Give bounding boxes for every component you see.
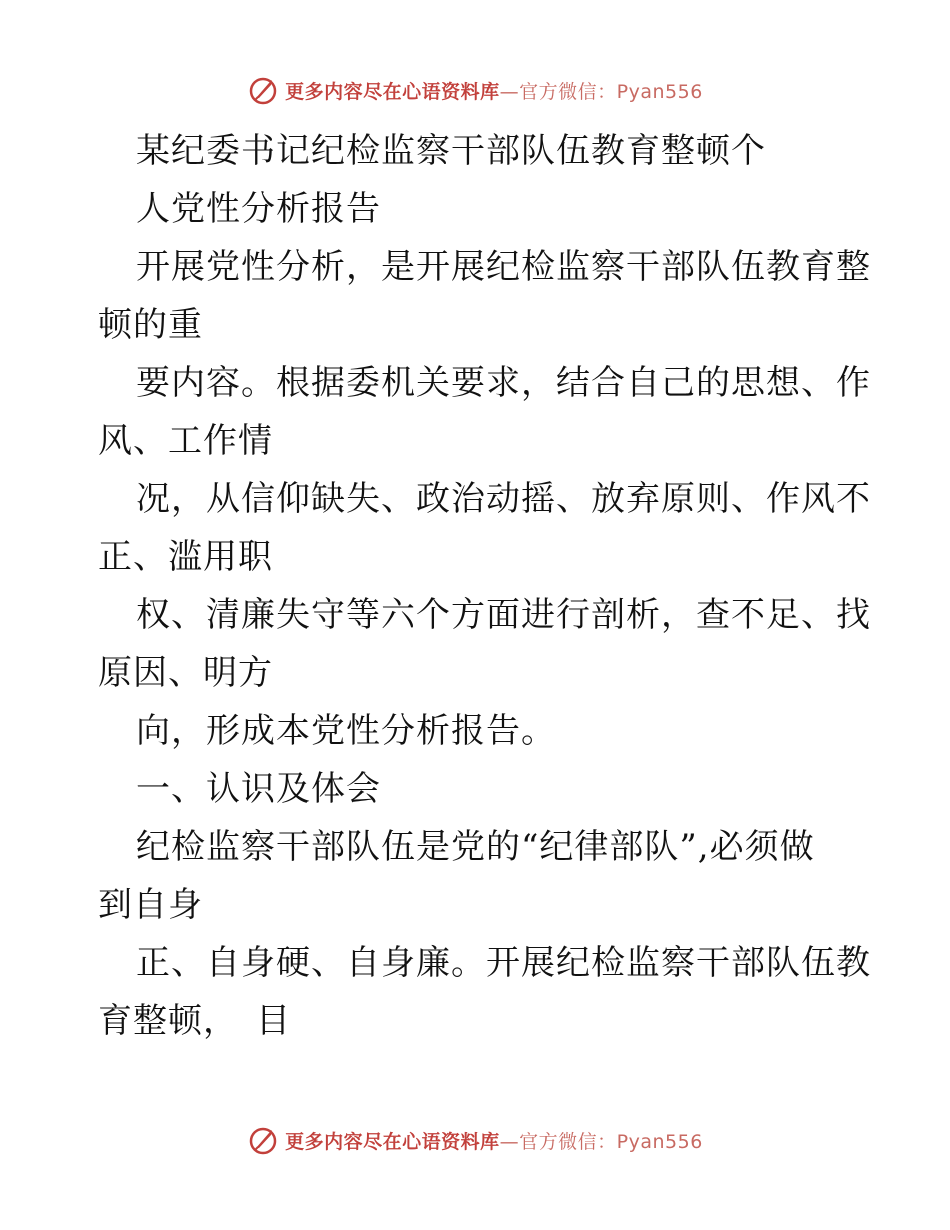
watermark-contact-text: 官方微信：Pyan556 — [519, 1130, 703, 1153]
watermark-separator: — — [499, 1130, 520, 1153]
paragraph-line: 育整顿， 目 — [98, 1001, 291, 1041]
paragraph-line: 要内容。根据委机关要求，结合自己的思想、作 — [136, 363, 871, 403]
section-heading: 一、认识及体会 — [136, 769, 381, 809]
watermark-separator: — — [499, 80, 520, 103]
paragraph-line: 况，从信仰缺失、政治动摇、放弃原则、作风不 — [136, 479, 871, 519]
title-line-2: 人党性分析报告 — [136, 189, 381, 229]
watermark-site-text: 更多内容尽在心语资料库 — [285, 80, 500, 103]
paragraph-line: 正、自身硬、自身廉。开展纪检监察干部队伍教 — [136, 943, 871, 983]
paragraph-line: 向，形成本党性分析报告。 — [136, 711, 556, 751]
paragraph-line: 权、清廉失守等六个方面进行剖析，查不足、找 — [136, 595, 871, 635]
watermark-banner-bottom — [0, 1120, 950, 1160]
paragraph-line: 开展党性分析，是开展纪检监察干部队伍教育整 — [136, 247, 871, 287]
quill-logo-icon — [247, 1124, 279, 1156]
watermark-text — [285, 77, 703, 104]
paragraph-line: 顿的重 — [98, 305, 203, 345]
paragraph-line: 纪检监察干部队伍是党的“纪律部队”,必须做 — [136, 827, 815, 867]
watermark-banner-top — [0, 70, 950, 110]
paragraph-line: 原因、明方 — [98, 653, 273, 693]
watermark-contact-text: 官方微信：Pyan556 — [519, 80, 703, 103]
paragraph-line: 到自身 — [98, 885, 203, 925]
watermark-site-text: 更多内容尽在心语资料库 — [285, 1130, 500, 1153]
paragraph-line: 正、滥用职 — [98, 537, 273, 577]
title-line-1: 某纪委书记纪检监察干部队伍教育整顿个 — [136, 131, 766, 171]
paragraph-line: 风、工作情 — [98, 421, 273, 461]
document-body — [98, 122, 871, 1050]
watermark-text — [285, 1127, 703, 1154]
quill-logo-icon — [247, 74, 279, 106]
